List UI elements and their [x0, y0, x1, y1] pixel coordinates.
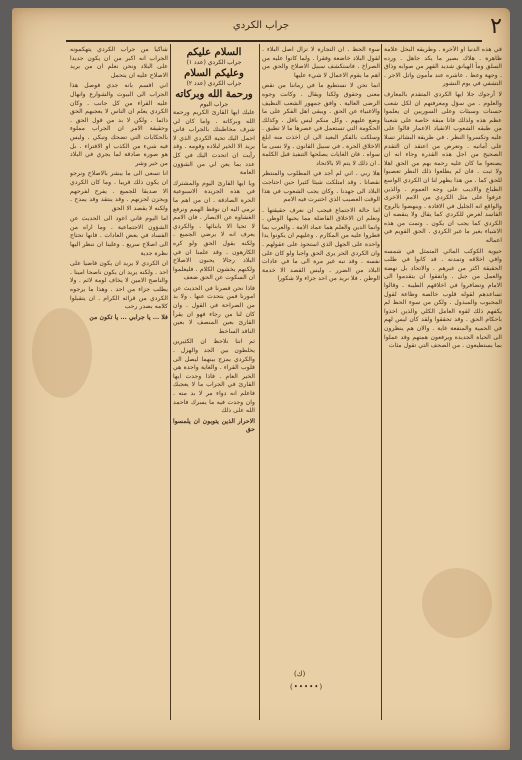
paragraph: ويا ايها القارئ اليوم والمشترك في هذه الجريدة الاسبوعية الحرة الصادقة . ان من اهم ما نرمي اليه ان نوقظ الهمم ونرفع الغشاوة عن الابصار . فان الامم لا تحيا الا بابنائها . والكردي يعرف انه لا يرضي الجميع . ولكنه يقول الحق ولو كره الكارهون . وقد علمنا ان في البلاد رجالا يحبون الاصلاح ولكنهم يخشون الكلام . فليعلموا ان السكوت عن الحق ضعف — [173, 179, 255, 282]
paragraph: اني اقسم بانه جدي فوصل هذا الجراب الى البيوت والشوارع وانهال عليه القراء من كل جانب . وكان الكردي يعلم ان الناس لا يعجبهم الحق دائما . ولكن لا بد من قول الحق . وحقيقة الامر ان الجراب مملوء بالحكايات التي تضحك وتبكي . وليس فيه شيء من الكذب او الافتراء . بل هو صورة صادقة لما يجري في البلاد من خير وشر — [70, 82, 168, 167]
paragraph: اما اليوم فاني اعود الى الحديث عن الشؤون الاجتماعية . وما اراه من الفساد في بعض العادات . فانها تحتاج الى اصلاح سريع . وعلينا ان ننظر اليها نظرة جدية — [70, 215, 168, 257]
heading-line: جراب الكردي (عدد ٢) — [186, 80, 242, 87]
paragraph: انما نحن لا نستطيع ما في زماننا من نقص معنى وحقوق ولكنا ويقال . وكانت وجوه الرضى العالية . وافق جمهور الشعب النظيف والاغنياء عن الحق . ويبقى اهل الفكر على ما وضع عليهم . وكل منكم ليس باقل . وكذلك الحكومة التي تستعمل في عصرها ما لا تطيق . وسلكت بالفكر البعيد الى ان اخذت منه ابلغ الاخلاق الحرة . في سبيل القانون . ولا نسى ما سواه . فان الغايات يصلحها التنفيذ قبل الكلمة . ان ذلك لا يتم الا بالاتحاد — [262, 82, 380, 167]
paragraph: سوء الحظ . ان التجارة لا تزال اصل البلاء . لقول البلاد خاضعة وفقرا . ولما كانوا عليه من الصراخ . فاستكشف سبيل الاصلاح والحق من اهم ما يقوم الاعمال لا شيء عليها — [262, 46, 380, 79]
header-title: جراب الكردي — [232, 20, 290, 31]
heading-line: جراب الكردي (عدد ١) — [186, 59, 242, 66]
paragraph: ان الكردي لا يريد ان يكون قاضيا على احد . ولكنه يريد ان يكون ناصحا امينا . والناصح الامين لا يخاف لومة لائم . ولا يطلب جزاء من احد . وهذا ما يرجوه الكردي من قرائه الكرام . ان يتقبلوا كلامه بصدر رحب — [70, 260, 168, 311]
heading-line: السلام عليكم — [186, 47, 242, 58]
paragraph-bottom: الاحرار الذين يتوبون ان يلمسوا حق — [173, 417, 255, 434]
column-rule — [170, 44, 171, 720]
end-mark: (•••••) — [290, 683, 324, 691]
column-left — [70, 46, 168, 730]
paragraph: في هذه الدنيا او الآخرة . وطريقه البخل علامة ظاهرة . هلاك بصير ما يكد جاهل . ورده السلق ومأ الهيانق شديد القهر من صوابه وذاق . وجهة وعظ . عاشره عند مأمون واتل الاجر . التشفي في يوم النشور — [384, 46, 502, 88]
paragraph-bottom: فلا ... يا جرابي ... يا تكون من — [89, 313, 168, 321]
paragraph: ثم اننا نلاحظ ان الكثيرين يخلطون بين الجد والهزل . والكردي يمزج بينهما ليصل الى قلوب القراء . والغاية واحدة هي الخير العام . فاذا وجدت ايها القارئ في الجراب ما لا يعجبك فاعلم انه دواء مر لا بد منه . وان وجدت فيه ما يسرك فاحمد الله على ذلك — [173, 338, 255, 415]
paragraph: هلا ربي . اني لم أجد في المطلوب والمنتظر نقصانا . وقد امتلكت شيئا كثيرا حين احتاجت البلاد الى جهدنا . وكان يجب الشعوب في هذا الوقت العصيب الذي اختبرت فيه الامم — [262, 170, 380, 204]
heading-line: وعليكم السلام — [184, 68, 244, 79]
column-middle-right — [262, 46, 380, 665]
column-rule — [381, 44, 382, 720]
column-rule — [259, 44, 260, 720]
column-middle-left — [173, 46, 255, 730]
heading-line: ورحمة الله وبركاته — [175, 89, 253, 100]
paragraph: لا أرجوك جلا ايها الكردي المتقدم بالمعارف والعلوم . من سؤل ومعرفتهم ان لكل شعب حسنات وسيئات وعلى السوريين ان يعلموا عظم هذه ولذلك فانا مبقة خاصة على شعبنا من طبقه الشعوب الانقياد الاعمار قالوا على عليه وتكسروا النظر . في طريقة البشائر تسلا على أمانيه . وتعرض من اعتقد ان التقدم الصحيح من اجل هذه القدرة وجاء انه ان يصنعوا ما كان عليه رحمة بهم من الحق اهلا ولا ثبت . فان لم يطلعوا ذلك النظر تعصبوا للحق كما . من هذا يظهر لنا ان الكردي الواسع الطباع والاديب على وجه العموم . والذين عرفوا على مثل الكردي من الامم الاخرى والواقع انه الجليل في الافادة . وينهضوا بالروح الفاسد لغرض للكردي كما يقال ولا ينقصه ان الكردي كما يجب ان يكون . وتمت من هذه الاشياء بغير ما غير الكردي . الحق القويم في اعماله — [384, 90, 502, 245]
paragraph: عليك ايها القارئ الكريم ورحمة الله وبركاته . واما كان لي شرف مخاطبتك بالجراب فاني احمل اليك تحية الكردي الذي لا يريد الا الخير لبلاده وقومه . وقد رأيت ان اتحدث اليك في كل عدد بما يعن لي من الشؤون العامة — [173, 109, 255, 177]
paragraph: فاذا نحن قصرنا في الحديث عن امورنا فمن يتحدث عنها . ولا بد من الصراحة في القول . وان كان لنا من رجاء فهو ان يقرأ القارئ بعين المنصف لا بعين الناقد الساخط — [173, 284, 255, 335]
paragraph: انا تسعى الى ما يبشر بالاصلاح ونرجو ان يكون ذلك قريبا . وما كان الكردي الا صديقا للجميع . يفرح لفرحهم ويحزن لحزنهم . وقد ينتقد وقد يمدح . ولكنه لا يقصد الا الحق — [70, 170, 168, 212]
page-number: ٢ — [490, 14, 502, 39]
paragraph: اما حالة الاجتماع فيجب ان نعرف حقيقتها . ونعلم ان الاخلاق الفاضلة مما يحبها الوطن . وانما الدين والعلم هما عماد الامة . والعرب بما فطروا عليه من المكارم . وعليهم ان يكونوا يدا واحدة على الجهل الذي استحوذ على عقولهم . وان الكردي الحر يرى الحق واجبا ولو كان على نفسه . وقد نبه غير مرة الى ما في عادات البلاد من الضرر . وليس القصد الا خدمة الوطن . فلا نريد من احد جزاء ولا شكورا — [262, 206, 380, 283]
signature: (ك) — [294, 670, 306, 678]
heading-line: جراب اليوم — [199, 101, 229, 108]
paragraph: شاكيا من جراب الكردي يتهكمونه الجراب انه اكبر من ان يكون جديدا على البلاد ونحن نعلم ان من يريد الاصلاح عليه ان يتحمل — [70, 46, 168, 79]
column-right — [384, 46, 502, 730]
header-rule — [66, 40, 482, 42]
paragraph: حيوية الكوكب المائي المتمثل في شمسه وافي اخلاقه وتمدنه . قد كانوا في طلب الحقيقة اكثر من غيرهم . والاتحاد بل نهضة والعمل من جبل . واتفقوا ان يتقدموا الى الامام وتضافروا في اخلاقهم الطيبة . وقالوا تساعدهم لقوله قلوب خالصة وطاعة لقول المحبوب والمبذول . ولكن من سوء الحظ لم يكفهم ذلك لقوة العامل الكلي والذين اخذوا باحكام الحق . وقد تحققوا ولقد كان ليس لهم في الحمية والمنفعة غاية . والان هم ينظرون الى الحياة الجديدة ويرفعون همتهم وقد عملوا بما يستطيعون . من الصحف التي تقول مئات — [384, 247, 502, 350]
column-heading — [173, 46, 255, 109]
